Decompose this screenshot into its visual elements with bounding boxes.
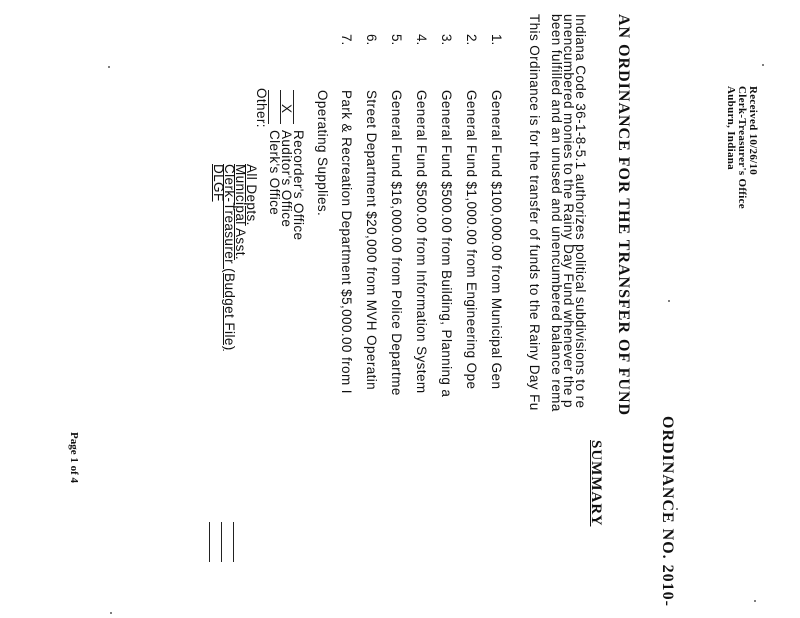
item-row (487, 34, 505, 389)
scan-speck (754, 600, 756, 602)
item-number: 6. (364, 34, 379, 46)
dist-all-depts: All Depts. (244, 164, 259, 226)
item-row (412, 34, 430, 394)
summary-heading: SUMMARY (588, 440, 604, 527)
purpose-statement: This Ordinance is for the transfer of funds to the Rainy Day Fu (527, 14, 542, 411)
page-footer: Page 1 of 4 (68, 432, 80, 484)
dist-other-list (213, 164, 257, 351)
dist-clerk-treasurer: Clerk-Treasurer (Budget File) (222, 164, 237, 351)
item-text: General Fund $100,000.00 from Municipal Gen (489, 90, 504, 390)
item-text: Street Department $20,000 from MVH Operatin (364, 90, 379, 391)
item-number: 2. (464, 34, 479, 46)
dist-other-label: Other: (254, 88, 269, 128)
signature-line (209, 522, 210, 562)
item-text: General Fund $500.00 from Building, Planning a (439, 90, 454, 398)
dist-municipal-asst: Municipal Asst. (233, 164, 248, 261)
scan-speck (108, 66, 110, 68)
signature-line (221, 522, 222, 562)
item-number: 5. (389, 34, 404, 46)
intro-line-1: Indiana Code 36-1-8-5.1 authorizes political subdivisions to re (573, 14, 588, 409)
stamp-date: Received 10/26/10 (747, 86, 759, 176)
intro-line-2: unencumbered monies to the Rainy Day Fund whenever the p (561, 14, 576, 408)
item-number: 1. (489, 34, 504, 46)
item-7-continuation: Operating Supplies. (315, 90, 330, 217)
item-row (387, 34, 405, 396)
intro-paragraph (550, 14, 586, 412)
dist-recorders-office: Recorder's Office (291, 130, 306, 241)
ordinance-title: ORDINANCE NO. 2010- (659, 416, 676, 607)
item-text: General Fund $1,000.00 from Engineering Ope (464, 90, 479, 390)
ordinance-subtitle: AN ORDINANCE FOR THE TRANSFER OF FUND (615, 14, 632, 417)
scan-speck (762, 64, 764, 66)
item-row (337, 34, 355, 394)
item-text: General Fund $500.00 from Information System (414, 90, 429, 394)
dist-auditor-mark: X (279, 104, 294, 114)
intro-line-3: been fulfilled and an unused and unencumbered balance rema (549, 14, 564, 412)
item-text: General Fund $16,000.00 from Police Departme (389, 90, 404, 396)
scan-speck (668, 300, 670, 302)
item-text: Park & Recreation Department $5,000.00 from I (339, 90, 354, 394)
stamp-location: Auburn, Indiana (725, 86, 737, 170)
item-number: 7. (339, 34, 354, 46)
scan-speck (110, 612, 112, 614)
item-row (437, 34, 455, 397)
item-number: 3. (439, 34, 454, 46)
item-row (462, 34, 480, 389)
signature-line (233, 522, 234, 562)
dist-auditors-office: Auditor's Office (279, 130, 294, 228)
received-stamp (725, 86, 758, 209)
scan-speck (676, 508, 678, 510)
item-number: 4. (414, 34, 429, 46)
dist-dlgf: DLGF (211, 164, 226, 202)
stamp-office: Clerk-Treasurer's Office (736, 86, 748, 209)
dist-clerks-office: Clerk's Office (267, 130, 282, 216)
item-row (362, 34, 380, 390)
